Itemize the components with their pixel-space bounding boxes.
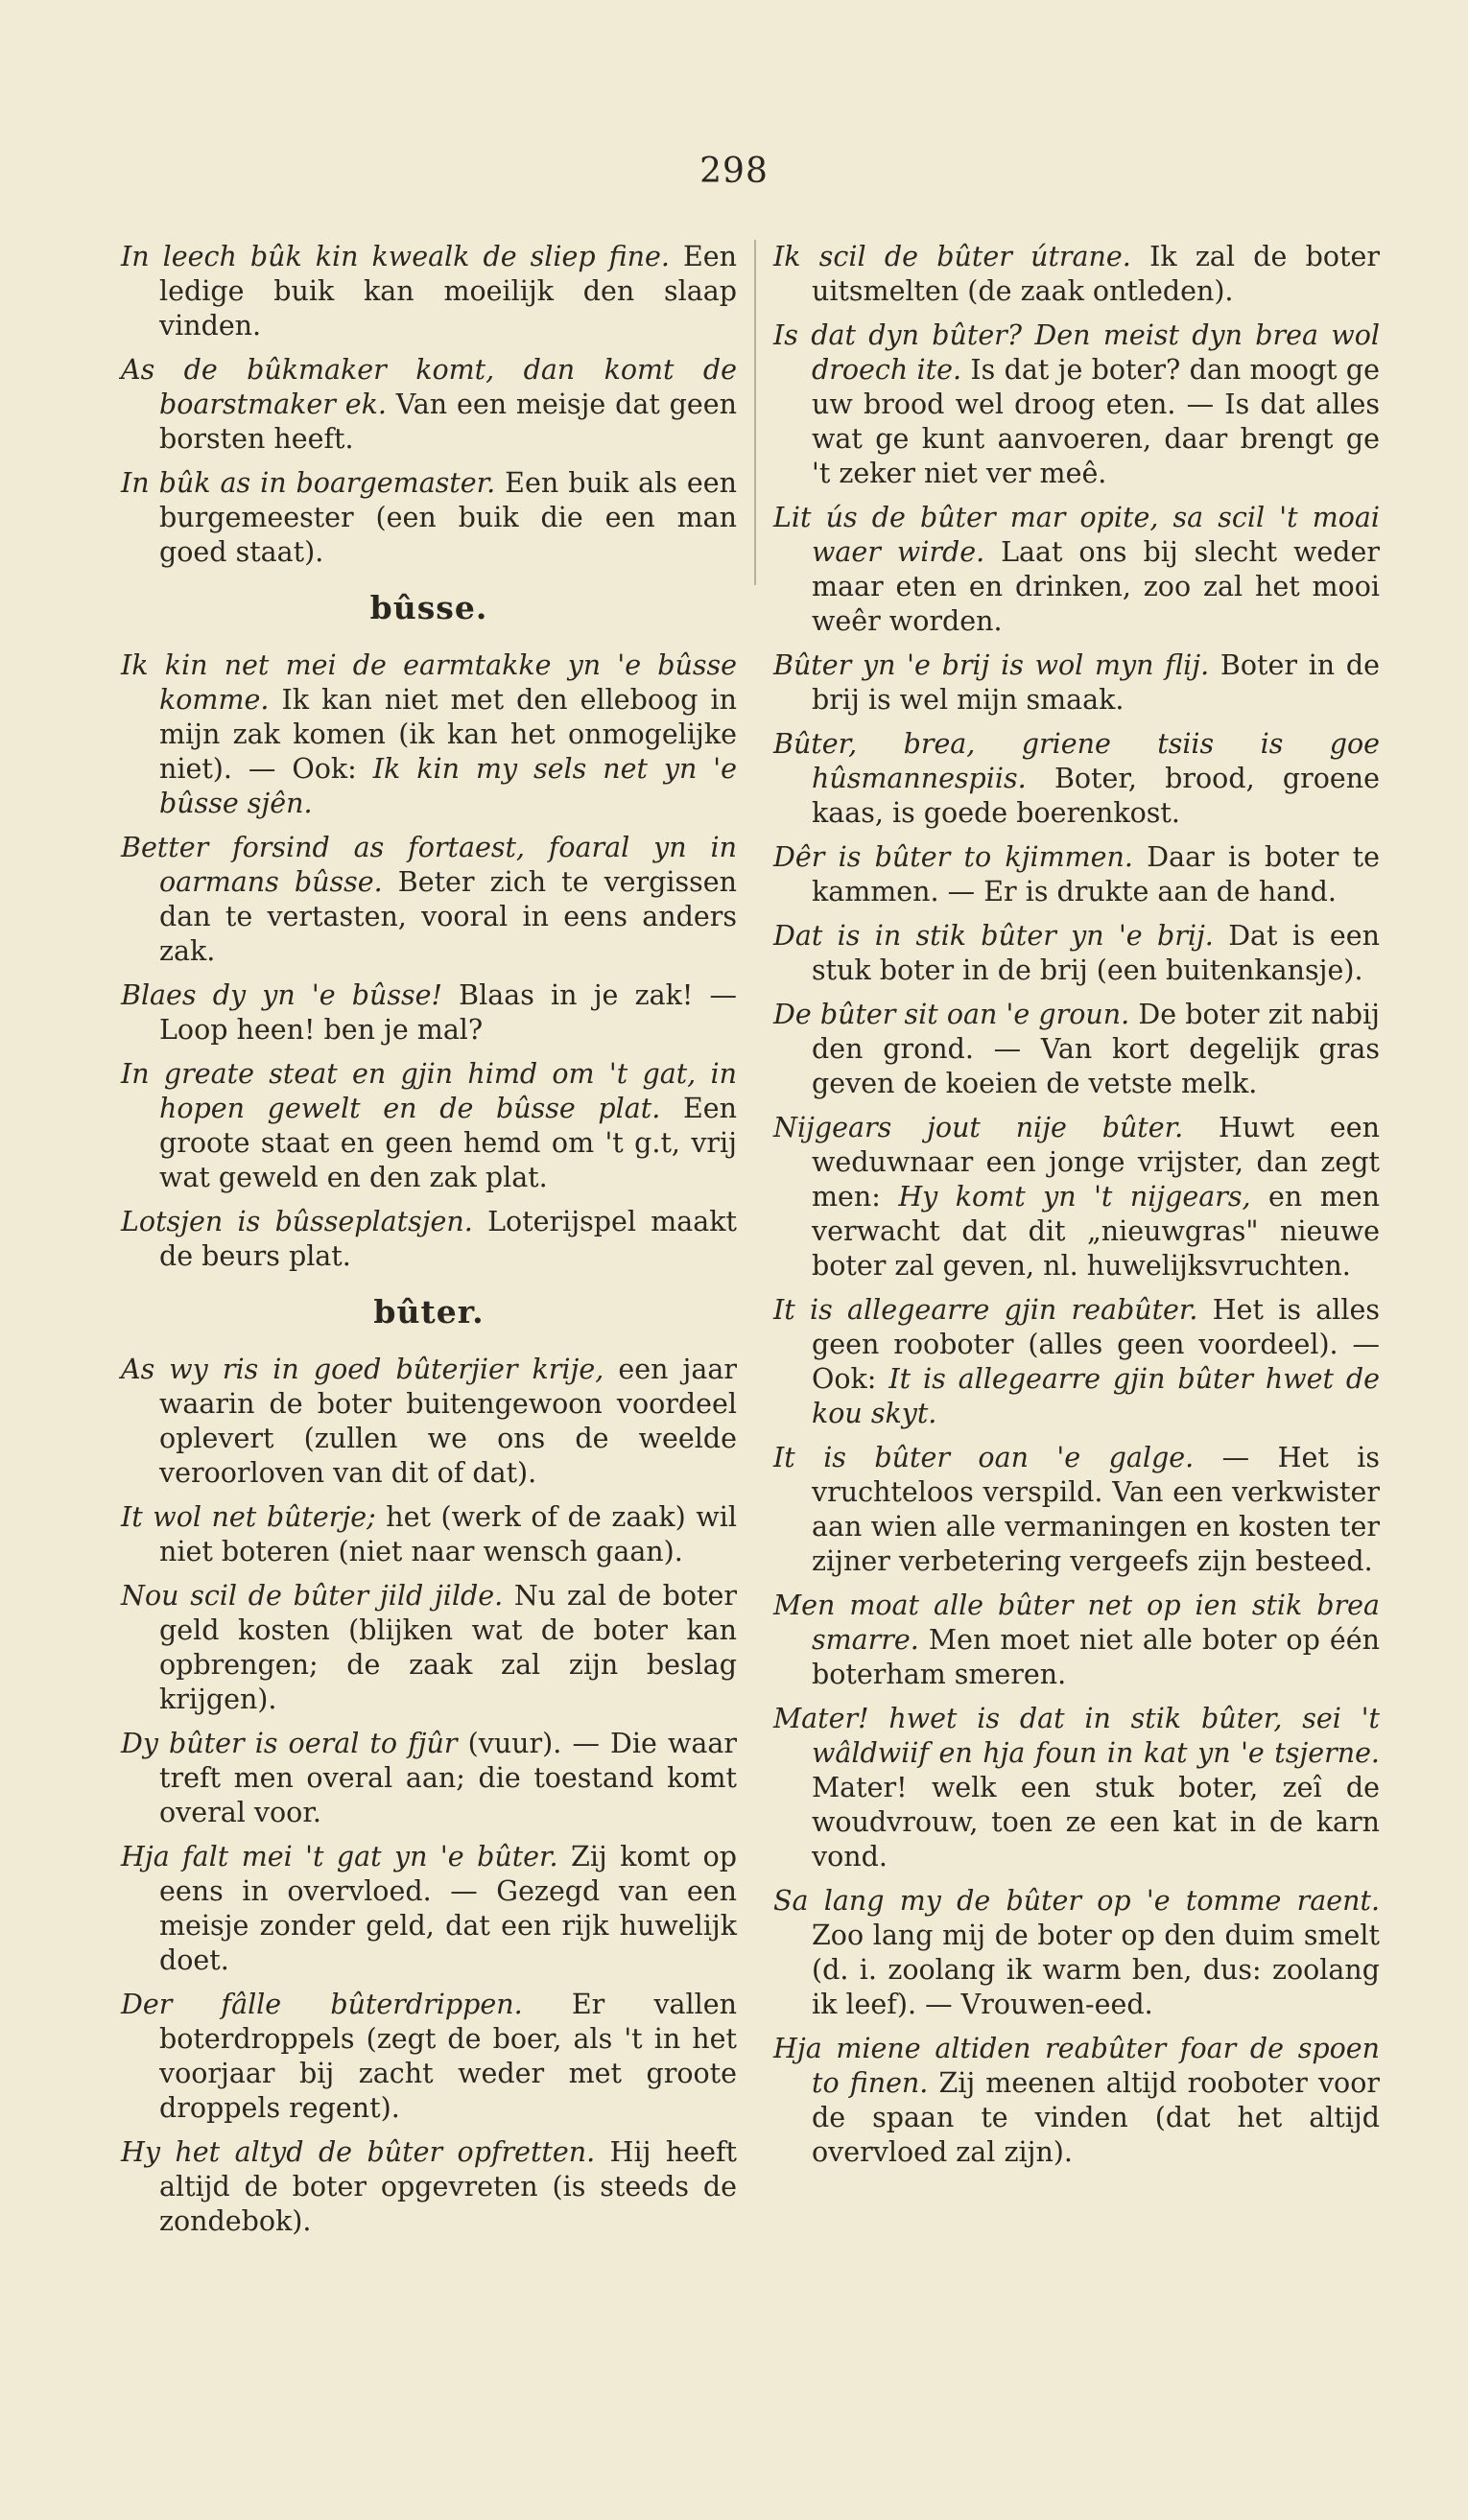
frisian-phrase: Lotsjen is bûsseplatsjen. [121,1206,473,1237]
dutch-translation: Een groote staat en geen hemd om 't g.t, vrij wat geweld en den zak plat. [159,1093,737,1193]
frisian-phrase: It is allegearre gjin reabûter. [773,1294,1198,1326]
proverb-entry [773,1441,1380,1579]
frisian-phrase: Hja miene altiden reabûter foar de spoen to finen. [773,2033,1380,2099]
dutch-translation: Dat is een stuk boter in de brij (een buitenkansje). [812,920,1380,986]
dutch-translation: Boter, brood, groene kaas, is goede boerenkost. [812,763,1380,829]
dutch-translation: Zoo lang mij de boter op den duim smelt (d. i. zoolang ik warm ben, dus: zoolang ik leef). — Vrouwen-eed. [812,1919,1380,2020]
frisian-phrase: As wy ris in goed bûterjier krije, [121,1354,604,1385]
proverb-entry [773,501,1380,639]
dutch-translation: Ik kan niet met den elleboog in mijn zak komen (ik kan het onmogelijke niet). — Ook: [159,684,737,785]
dutch-translation: en men verwacht dat dit „nieuwgras" nieuwe boter zal geven, nl. huwelijksvruchten. [812,1181,1380,1282]
frisian-phrase: Hja falt mei 't gat yn 'e bûter. [121,1841,558,1872]
proverb-entry [773,2032,1380,2170]
dutch-translation: Hij heeft altijd de boter opgevreten (is steeds de zondebok). [159,2136,738,2237]
dutch-translation: Ik zal de boter uitsmelten (de zaak ontleden). [812,241,1380,307]
frisian-phrase: Nijgears jout nije bûter. [773,1112,1184,1143]
proverb-entry [773,318,1380,491]
dutch-translation: Een ledige buik kan moeilijk den slaap vinden. [159,241,738,341]
frisian-phrase: In greate steat en gjin himd om 't gat, in hopen gewelt en de bûsse plat. [121,1058,737,1124]
proverb-entry [121,466,737,570]
dutch-translation: De boter zit nabij den grond. — Van kort degelijk gras geven de koeien de vetste melk. [812,999,1380,1099]
proverb-entry [121,1205,737,1274]
frisian-phrase: Der fâlle bûterdrippen. [121,1989,523,2020]
dutch-translation: Blaas in je zak! — Loop heen! ben je mal? [159,979,738,1046]
left-column [121,240,737,2249]
proverb-entry [121,831,737,969]
frisian-phrase: In bûk as in boargemaster. [121,467,496,499]
proverb-entry [121,1500,737,1569]
dutch-translation: het (werk of de zaak) wil niet boteren (niet naar wensch gaan). [159,1501,737,1567]
proverb-entry [121,648,737,821]
frisian-phrase: Lit ús de bûter mar opite, sa scil 't moai waer wirde. [773,502,1380,568]
section-heading: bûter. [373,1293,485,1331]
dutch-translation: Huwt een weduwnaar een jonge vrijster, dan zegt men: [812,1112,1380,1213]
frisian-phrase: Is dat dyn bûter? Den meist dyn brea wol droech ite. [773,319,1380,386]
column-divider [754,240,756,585]
frisian-phrase: Bûter, brea, griene tsiis is goe hûsmannespiis. [773,728,1380,794]
proverb-entry [773,648,1380,718]
dutch-translation: Zij komt op eens in overvloed. — Gezegd van een meisje zonder geld, dat een rijk huwelijk doet. [159,1841,737,1976]
frisian-phrase: Ik kin my sels net yn 'e bûsse sjên. [159,753,737,819]
proverb-entry [121,978,737,1048]
dutch-translation: Mater! welk een stuk boter, zeî de woudvrouw, toen ze een kat in de karn vond. [812,1772,1380,1872]
frisian-phrase: Sa lang my de bûter op 'e tomme raent. [773,1885,1380,1917]
page-number: 298 [699,152,769,191]
frisian-phrase: Better forsind as fortaest, foaral yn in oarmans bûsse. [121,832,737,898]
proverb-entry [773,727,1380,831]
proverb-entry [121,1579,737,1717]
frisian-phrase: Mater! hwet is dat in stik bûter, sei 't wâldwiif en hja foun in kat yn 'e tsjerne. [773,1703,1380,1769]
proverb-entry [121,240,737,343]
proverb-entry [121,1057,737,1195]
section-heading: bûsse. [369,589,488,626]
dutch-translation: Loterijspel maakt de beurs plat. [159,1206,737,1272]
proverb-entry [773,1293,1380,1431]
proverb-entry [121,1353,737,1491]
dutch-translation: Er vallen boterdroppels (zegt de boer, als 't in het voorjaar bij zacht weder met groote droppels regent). [159,1989,738,2124]
dutch-translation: een jaar waarin de boter buitengewoon voordeel oplevert (zullen we ons de weelde veroorloven van dit of dat). [159,1354,737,1489]
dutch-translation: Men moet niet alle boter op één boterham smeren. [812,1624,1380,1690]
frisian-phrase: Blaes dy yn 'e bûsse! [121,979,442,1011]
dutch-translation: Laat ons bij slecht weder maar eten en drinken, zoo zal het mooi weêr worden. [812,536,1380,637]
dutch-translation: Beter zich te vergissen dan te vertasten, vooral in eens anders zak. [159,866,737,967]
proverb-entry [773,919,1380,988]
dutch-translation: Zij meenen altijd rooboter voor de spaan te vinden (dat het altijd overvloed zal zijn). [812,2067,1380,2168]
proverb-entry [121,1727,737,1830]
frisian-phrase: Men moat alle bûter net op ien stik brea smarre. [773,1590,1380,1656]
dutch-translation: — Het is vruchteloos verspild. Van een verkwister aan wien alle vermaningen en kosten ter zijner verbetering vergeefs zijn besteed. [812,1442,1380,1577]
frisian-phrase: Ik scil de bûter útrane. [773,241,1131,272]
frisian-phrase: Nou scil de bûter jild jilde. [121,1580,504,1612]
frisian-phrase: Dy bûter is oeral to fjûr [121,1728,458,1759]
proverb-entry [773,1111,1380,1284]
right-column [773,240,1380,2179]
proverb-entry [773,1884,1380,2022]
frisian-phrase: In leech bûk kin kwealk de sliep fine. [121,241,670,272]
dutch-translation: Boter in de brij is wel mijn smaak. [812,649,1380,716]
proverb-entry [121,1988,737,2126]
frisian-phrase: Ik kin net mei de earmtakke yn 'e bûsse komme. [121,649,737,716]
frisian-phrase: Dat is in stik bûter yn 'e brij. [773,920,1214,952]
frisian-phrase: De bûter sit oan 'e groun. [773,999,1130,1030]
proverb-entry [773,240,1380,309]
proverb-entry [773,1702,1380,1874]
dutch-translation: Van een meisje dat geen borsten heeft. [159,389,737,455]
proverb-entry [121,1840,737,1978]
frisian-phrase: Hy komt yn 't nijgears, [898,1181,1251,1213]
frisian-phrase: Hy het altyd de bûter opfretten. [121,2136,596,2168]
frisian-phrase: As de bûkmaker komt, dan komt de boarstmaker ek. [121,354,737,420]
dutch-translation: (vuur). — Die waar treft men overal aan; die toestand komt overal voor. [159,1728,737,1828]
proverb-entry [773,1589,1380,1692]
frisian-phrase: It wol net bûterje; [121,1501,376,1533]
proverb-entry [121,2135,737,2239]
dutch-translation: Daar is boter te kammen. — Er is drukte aan de hand. [812,841,1380,907]
frisian-phrase: It is allegearre gjin bûter hwet de kou skyt. [812,1363,1380,1429]
dutch-translation: Is dat je boter? dan moogt ge uw brood wel droog eten. — Is dat alles wat ge kunt aanvoeren, daar brengt ge 't zeker niet ver meê. [812,354,1381,489]
frisian-phrase: It is bûter oan 'e galge. [773,1442,1195,1473]
frisian-phrase: Dêr is bûter to kjimmen. [773,841,1133,873]
frisian-phrase: Bûter yn 'e brij is wol myn flij. [773,649,1210,681]
dutch-translation: Nu zal de boter geld kosten (blijken wat de boter kan opbrengen; de zaak zal zijn beslag krijgen). [159,1580,738,1715]
proverb-entry [773,840,1380,909]
proverb-entry [773,998,1380,1101]
dutch-translation: Het is alles geen rooboter (alles geen voordeel). — Ook: [812,1294,1380,1395]
proverb-entry [121,353,737,457]
dutch-translation: Een buik als een burgemeester (een buik die een man goed staat). [159,467,737,568]
